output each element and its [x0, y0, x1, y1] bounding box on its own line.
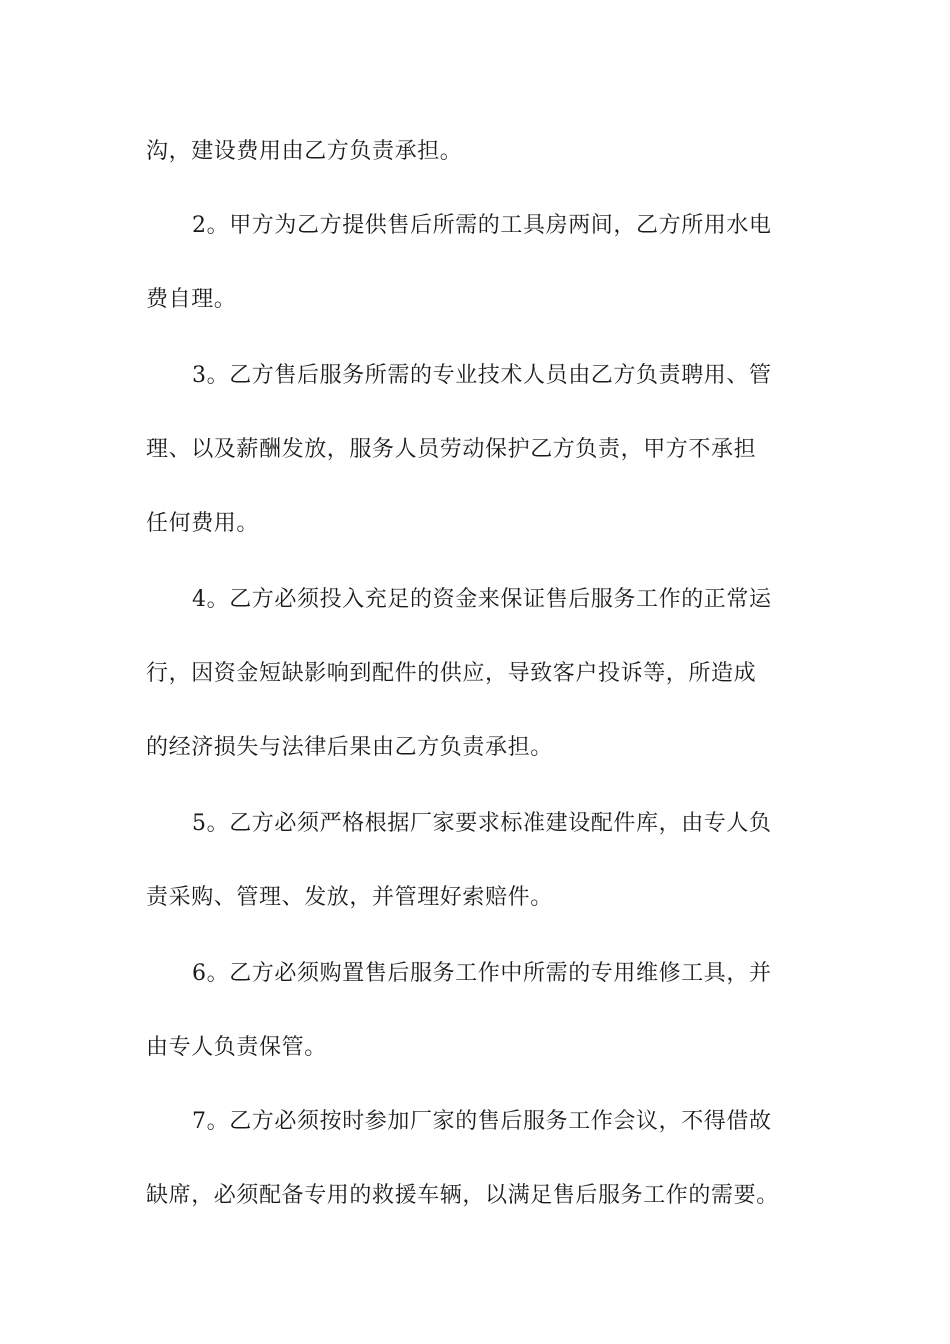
- text-line: 任何费用。: [146, 511, 260, 536]
- text-line: 沟，建设费用由乙方负责承担。: [146, 139, 463, 164]
- text-line: 2。甲方为乙方提供售后所需的工具房两间，乙方所用水电: [192, 213, 772, 238]
- text-line: 的经济损失与法律后果由乙方负责承担。: [146, 735, 553, 760]
- text-line: 理、以及薪酬发放，服务人员劳动保护乙方负责，甲方不承担: [146, 437, 757, 462]
- text-line: 缺席，必须配备专用的救援车辆，以满足售后服务工作的需要。: [146, 1183, 779, 1208]
- text-line: 3。乙方售后服务所需的专业技术人员由乙方负责聘用、管: [192, 363, 772, 388]
- text-line: 行，因资金短缺影响到配件的供应，导致客户投诉等，所造成: [146, 661, 757, 686]
- text-line: 责采购、管理、发放，并管理好索赔件。: [146, 885, 553, 910]
- text-line: 6。乙方必须购置售后服务工作中所需的专用维修工具，并: [192, 961, 772, 986]
- text-line: 费自理。: [146, 287, 237, 312]
- text-line: 由专人负责保管。: [146, 1035, 327, 1060]
- text-line: 4。乙方必须投入充足的资金来保证售后服务工作的正常运: [192, 587, 772, 612]
- text-line: 7。乙方必须按时参加厂家的售后服务工作会议，不得借故: [192, 1109, 772, 1134]
- text-line: 5。乙方必须严格根据厂家要求标准建设配件库，由专人负: [192, 811, 772, 836]
